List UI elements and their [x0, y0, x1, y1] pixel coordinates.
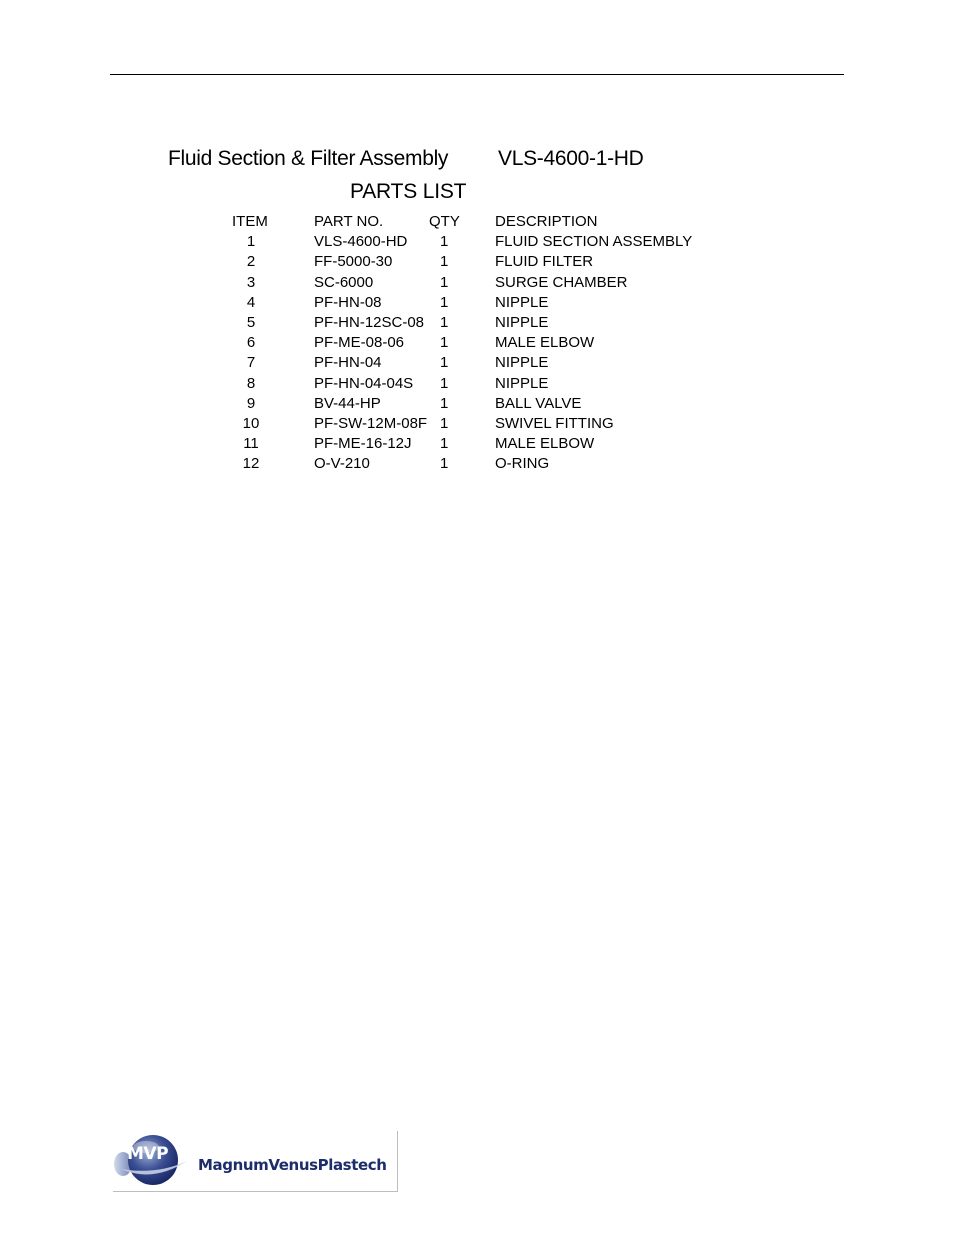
table-row [0, 273, 954, 293]
table-row [0, 333, 954, 353]
row-item: 12 [242, 455, 260, 473]
row-part-no: PF-HN-04-04S [314, 374, 414, 392]
row-part-no: PF-HN-08 [314, 293, 382, 311]
row-qty: 1 [440, 313, 449, 331]
row-description: FLUID SECTION ASSEMBLY [495, 233, 693, 251]
model-number: VLS-4600-1-HD [498, 147, 644, 170]
row-qty: 1 [440, 334, 449, 352]
row-qty: 1 [440, 233, 449, 251]
header-qty: QTY [429, 213, 460, 230]
table-row [0, 454, 954, 474]
row-part-no: VLS-4600-HD [314, 233, 408, 251]
row-qty: 1 [440, 394, 449, 412]
table-row [0, 414, 954, 434]
row-description: SURGE CHAMBER [495, 273, 628, 291]
row-part-no: O-V-210 [314, 455, 370, 473]
company-logo [113, 1131, 398, 1192]
row-item: 7 [246, 354, 256, 372]
row-item: 1 [246, 233, 256, 251]
row-part-no: BV-44-HP [314, 394, 381, 412]
title-text: Fluid Section & Filter Assembly [168, 147, 449, 170]
row-item: 2 [246, 253, 256, 271]
row-qty: 1 [440, 455, 449, 473]
table-row [0, 293, 954, 313]
row-item: 9 [246, 394, 256, 412]
row-qty: 1 [440, 253, 449, 271]
parts-list-heading: PARTS LIST [350, 180, 467, 203]
row-item: 3 [246, 273, 256, 291]
parts-table [0, 212, 954, 474]
row-part-no: FF-5000-30 [314, 253, 393, 271]
row-item: 5 [246, 313, 256, 331]
row-description: O-RING [495, 455, 550, 473]
row-description: MALE ELBOW [495, 334, 595, 352]
row-description: MALE ELBOW [495, 435, 595, 453]
row-item: 10 [242, 414, 260, 432]
row-qty: 1 [440, 374, 449, 392]
row-part-no: PF-HN-12SC-08 [314, 313, 425, 331]
header-description: DESCRIPTION [495, 213, 598, 230]
row-qty: 1 [440, 273, 449, 291]
parts-table-header [0, 212, 954, 232]
row-item: 11 [243, 435, 259, 453]
row-part-no: PF-SW-12M-08F [314, 414, 428, 432]
row-description: NIPPLE [495, 313, 549, 331]
row-description: FLUID FILTER [495, 253, 594, 271]
table-row [0, 313, 954, 333]
row-description: NIPPLE [495, 293, 549, 311]
header-part-no: PART NO. [314, 213, 384, 230]
table-row [0, 353, 954, 373]
row-qty: 1 [440, 414, 449, 432]
header-rule [110, 74, 844, 75]
row-item: 4 [246, 293, 256, 311]
row-part-no: PF-ME-08-06 [314, 334, 405, 352]
row-description: SWIVEL FITTING [495, 414, 614, 432]
row-qty: 1 [440, 293, 449, 311]
row-part-no: PF-HN-04 [314, 354, 382, 372]
header-item: ITEM [232, 213, 268, 230]
logo-mark: MVP [127, 1144, 169, 1164]
row-description: BALL VALVE [495, 394, 582, 412]
row-description: NIPPLE [495, 374, 549, 392]
row-item: 6 [246, 334, 256, 352]
table-row [0, 374, 954, 394]
row-part-no: SC-6000 [314, 273, 374, 291]
row-part-no: PF-ME-16-12J [314, 435, 412, 453]
table-row [0, 394, 954, 414]
row-description: NIPPLE [495, 354, 549, 372]
table-row [0, 232, 954, 252]
table-row [0, 252, 954, 272]
row-qty: 1 [440, 354, 449, 372]
company-name: MagnumVenusPlastech [198, 1156, 387, 1174]
document-title [168, 147, 644, 171]
table-row [0, 434, 954, 454]
row-item: 8 [246, 374, 256, 392]
row-qty: 1 [440, 435, 449, 453]
